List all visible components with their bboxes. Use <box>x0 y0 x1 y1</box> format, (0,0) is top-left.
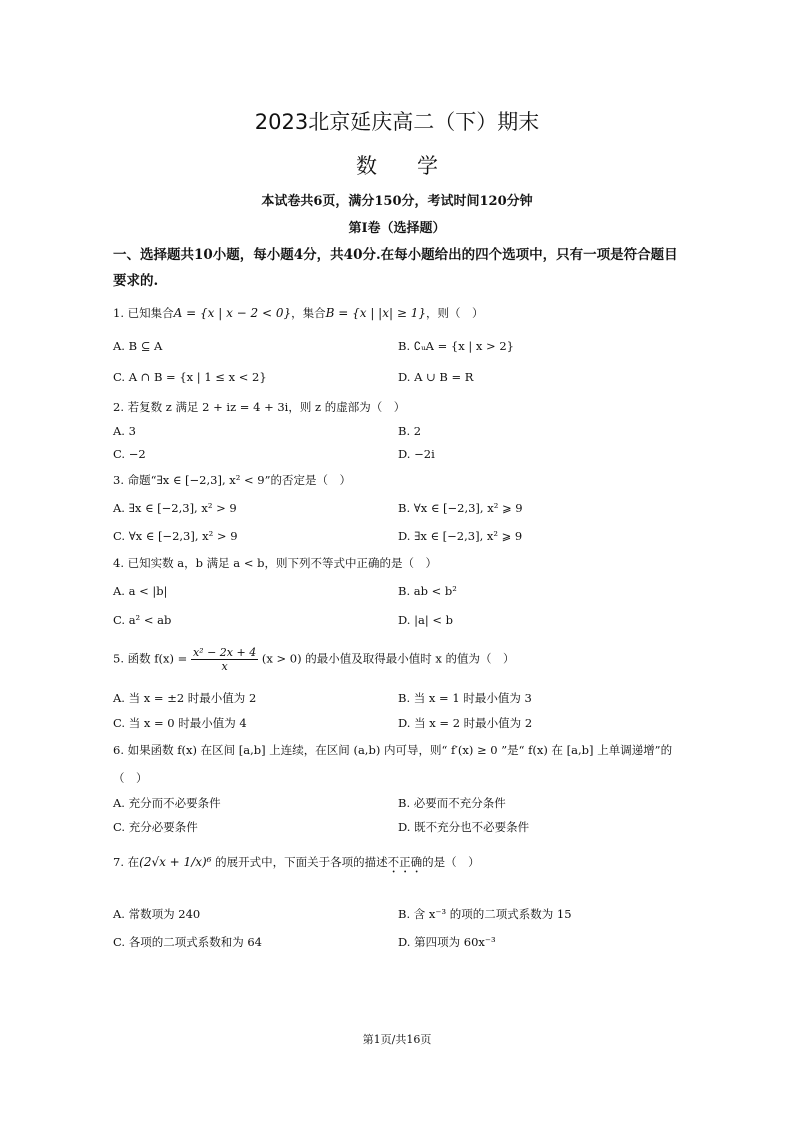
exam-part-title: 第Ⅰ卷（选择题） <box>348 221 446 236</box>
question-4-stem: 4. 已知实数 a，b 满足 a < b，则下列不等式中正确的是（ ） <box>113 556 437 570</box>
set-b-expression: B = {x | |x| ≥ 1} <box>325 306 426 320</box>
exam-title: 2023北京延庆高二（下）期末 <box>254 110 540 134</box>
question-3-option-b: B. ∀x ∈ [−2,3], x² ⩾ 9 <box>398 501 523 515</box>
question-1-option-a: A. B ⊆ A <box>113 339 163 353</box>
question-6-option-d: D. 既不充分也不必要条件 <box>398 820 530 834</box>
question-7-option-a: A. 常数项为 240 <box>113 907 201 921</box>
question-5-option-d: D. 当 x = 2 时最小值为 2 <box>398 716 533 730</box>
question-7-option-d: D. 第四项为 60x⁻³ <box>398 935 496 949</box>
question-6-option-b: B. 必要而不充分条件 <box>398 796 506 810</box>
exam-subject: 数学 <box>356 154 478 178</box>
emphasis-text: 不正确 <box>387 855 423 869</box>
question-5-option-a: A. 当 x = ±2 时最小值为 2 <box>113 691 257 705</box>
question-1-stem: 1. 已知集合A = {x | x − 2 < 0}，集合B = {x | |x| ≥ 1}，则（ ） <box>113 306 484 320</box>
question-1-option-d: D. A ∪ B = R <box>398 370 474 384</box>
question-7-option-b: B. 含 x⁻³ 的项的二项式系数为 15 <box>398 907 572 921</box>
question-4-option-c: C. a² < ab <box>113 613 172 627</box>
fraction-numerator: x² − 2x + 4 <box>192 646 257 659</box>
question-6-option-c: C. 充分必要条件 <box>113 820 198 834</box>
fraction-denominator: x <box>221 660 228 673</box>
question-7-option-c: C. 各项的二项式系数和为 64 <box>113 935 262 949</box>
question-7-stem: 7. 在(2√x + 1/x)⁶ 的展开式中，下面关于各项的描述不正确的是（ ） <box>113 855 480 869</box>
page-footer: 第1页/共16页 <box>362 1033 432 1046</box>
question-3-option-d: D. ∃x ∈ [−2,3], x² ⩾ 9 <box>398 529 523 543</box>
question-4-option-b: B. ab < b² <box>398 584 457 598</box>
section-instructions: 一、选择题共10小题，每小题4分，共40分.在每小题给出的四个选项中，只有一项是符合题目要求的. <box>113 247 678 289</box>
question-2-option-b: B. 2 <box>398 424 422 438</box>
question-5-stem: 5. 函数 f(x) = $\frac{\text{x² − 2x + 4}}{x}$ (x > 0) 的最小值及取得最小值时 x 的值为（ ） <box>113 646 515 673</box>
question-2-option-a: A. 3 <box>113 424 136 438</box>
exam-info: 本试卷共6页，满分150分，考试时间120分钟 <box>261 194 533 209</box>
question-3-option-c: C. ∀x ∈ [−2,3], x² > 9 <box>113 529 238 543</box>
question-2-stem: 2. 若复数 z 满足 2 + iz = 4 + 3i，则 z 的虚部为（ ） <box>113 400 406 414</box>
question-3-option-a: A. ∃x ∈ [−2,3], x² > 9 <box>113 501 237 515</box>
set-a-expression: A = {x | x − 2 < 0} <box>173 306 292 320</box>
question-2-option-c: C. −2 <box>113 447 146 461</box>
fraction-expression <box>191 646 258 673</box>
binomial-expression: (2√x + 1/x)⁶ <box>139 855 212 869</box>
question-6-option-a: A. 充分而不必要条件 <box>113 796 221 810</box>
question-5-option-b: B. 当 x = 1 时最小值为 3 <box>398 691 532 705</box>
question-4-option-d: D. |a| < b <box>398 613 454 627</box>
question-4-option-a: A. a < |b| <box>113 584 168 598</box>
question-3-stem: 3. 命题“∃x ∈ [−2,3], x² < 9”的否定是（ ） <box>113 473 352 487</box>
question-2-option-d: D. −2i <box>398 447 435 461</box>
question-6-stem-continued: （ ） <box>113 771 148 785</box>
question-6-stem: 6. 如果函数 f(x) 在区间 [a,b] 上连续，在区间 (a,b) 内可导，则“ f′(x) ≥ 0 ”是“ f(x) 在 [a,b] 上单调递增”的 <box>113 743 673 757</box>
question-5-option-c: C. 当 x = 0 时最小值为 4 <box>113 716 247 730</box>
question-1-option-c: C. A ∩ B = {x | 1 ≤ x < 2} <box>113 370 267 384</box>
question-1-option-b: B. ∁ᵤA = {x | x > 2} <box>398 339 514 353</box>
